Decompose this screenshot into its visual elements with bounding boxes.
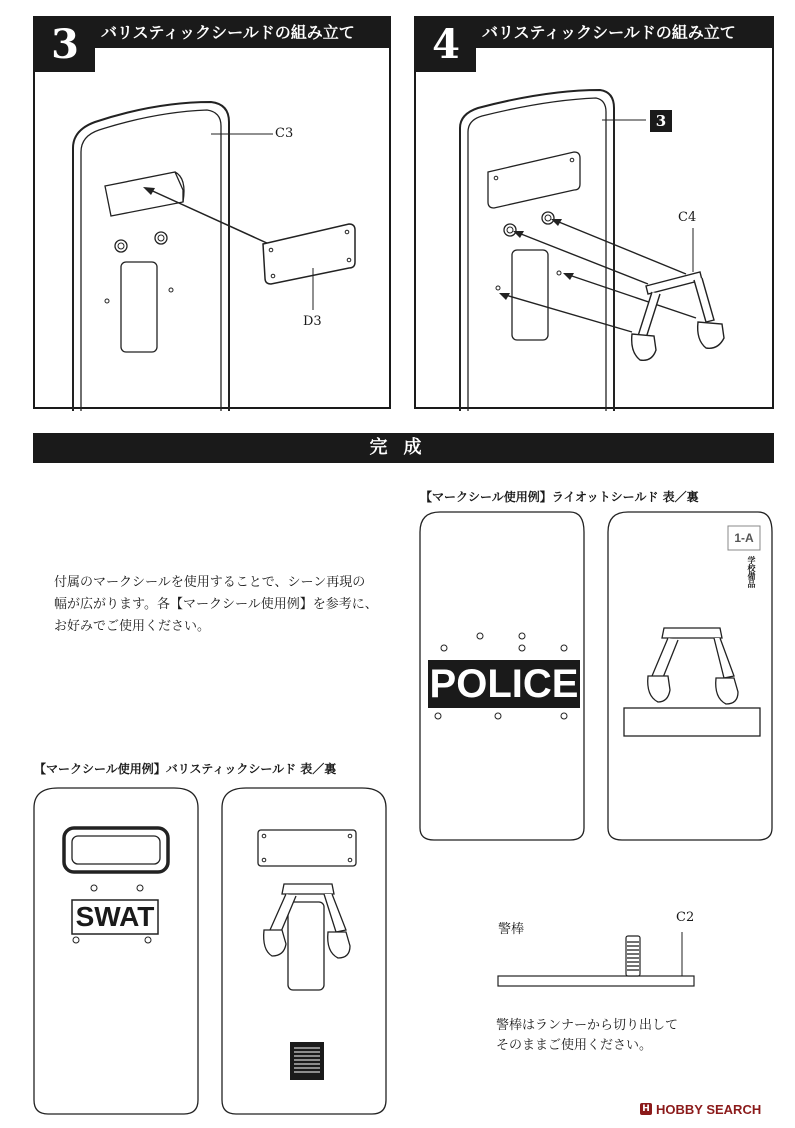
baton-note bbox=[496, 1016, 678, 1056]
school-property-label: 学校備品 bbox=[747, 556, 756, 588]
c3-view-port bbox=[121, 262, 157, 352]
step-4-ref-badge: 3 bbox=[650, 110, 672, 132]
step-3-illustration bbox=[35, 18, 393, 411]
watermark bbox=[640, 1100, 761, 1118]
note-line-3: お好みでご使用ください。 bbox=[54, 619, 211, 634]
c3-shield-outline bbox=[73, 102, 229, 411]
ballistic-shield-front bbox=[34, 784, 204, 1114]
police-sticker: POLICE bbox=[429, 662, 579, 706]
hobby-search-logo-icon: H bbox=[640, 1103, 652, 1115]
c2-label: C2 bbox=[676, 910, 695, 925]
d3-label: D3 bbox=[303, 314, 322, 329]
step-3-number: 3 bbox=[35, 18, 95, 72]
step-4-number: 4 bbox=[416, 18, 476, 72]
riot-caption: 【マークシール使用例】ライオットシールド 表／裏 bbox=[420, 490, 699, 504]
baton-note-line-2: そのままご使用ください。 bbox=[496, 1038, 653, 1053]
completion-banner: 完成 bbox=[33, 433, 774, 463]
window-plate bbox=[488, 152, 580, 208]
class-tag: 1-A bbox=[734, 531, 754, 545]
step-3-panel bbox=[33, 16, 391, 409]
step-4-title: バリスティックシールドの組み立て bbox=[476, 18, 772, 48]
ballistic-caption: 【マークシール使用例】バリスティックシールド 表／裏 bbox=[34, 762, 337, 776]
note-line-2: 幅が広がります。各【マークシール使用例】を参考に、 bbox=[54, 597, 378, 612]
baton-illustration bbox=[496, 920, 716, 1000]
note-line-1: 付属のマークシールを使用することで、シーン再現の bbox=[54, 575, 366, 590]
completion-note bbox=[54, 572, 378, 638]
d3-plate bbox=[263, 224, 355, 284]
step-4-illustration bbox=[416, 18, 776, 411]
step-4-panel bbox=[414, 16, 774, 409]
baton-note-line-1: 警棒はランナーから切り出して bbox=[496, 1018, 679, 1033]
baton-label: 警棒 bbox=[498, 922, 525, 937]
swat-sticker: SWAT bbox=[75, 901, 155, 932]
step-3-title: バリスティックシールドの組み立て bbox=[95, 18, 389, 48]
c4-handle bbox=[632, 272, 724, 360]
ballistic-shield-back bbox=[222, 784, 392, 1114]
c3-window-slot bbox=[105, 172, 183, 216]
watermark-brand: HOBBY SEARCH bbox=[656, 1101, 762, 1117]
c4-label: C4 bbox=[678, 210, 697, 225]
c3-label: C3 bbox=[275, 126, 294, 141]
